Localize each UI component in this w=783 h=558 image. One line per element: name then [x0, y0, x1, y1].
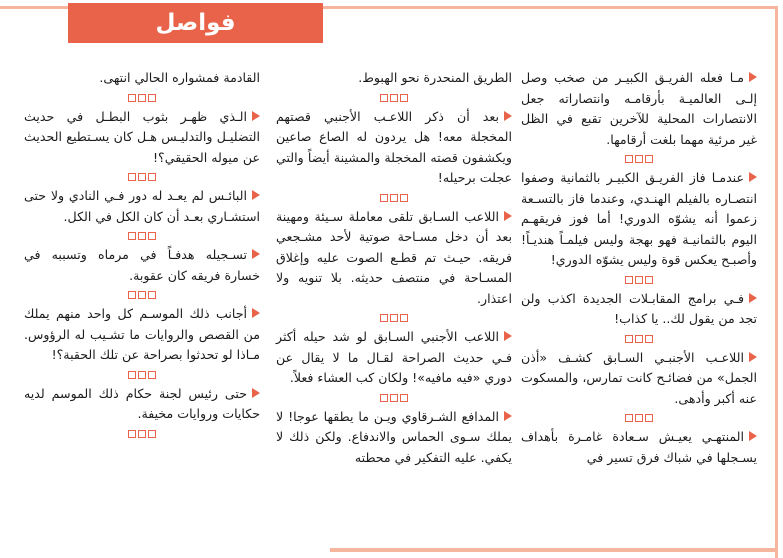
column-1 [521, 68, 757, 468]
paragraph: فـي برامج المقابـلات الجديدة اكذب ولن تجد من يقول لك.. يا كذاب! [521, 290, 757, 326]
paragraph: اللاعـب الأجنبـي السـابق كشـف «أذن الجمل» من فضائـح كانت تمارس، والمسكوت عنه أكبر وأدهى. [521, 349, 757, 406]
triangle-bullet-icon [252, 111, 260, 121]
separator-squares-icon [276, 389, 512, 407]
separator-squares-icon [276, 89, 512, 107]
triangle-bullet-icon [749, 352, 757, 362]
triangle-bullet-icon [749, 72, 757, 82]
paragraph: اللاعب الأجنبي السـابق لو شد حيله أكثر فـي حديث الصراحة لقـال ما لا يقال عن دوري «فيه مافيه»! ولكان كب العشاء فعلاً. [276, 329, 512, 385]
paragraph: الـذي ظهـر بثوب البطـل في حديث التضليـل والتدليـس هـل كان يسـتطيع الحديث عن ميوله الحقيقي؟! [24, 108, 260, 165]
paragraph: تسـجيله هدفـاً في مرماه وتسببه في خسارة فريقه كان عقوبة. [24, 247, 260, 283]
separator-squares-icon [276, 189, 512, 207]
triangle-bullet-icon [252, 388, 260, 398]
separator-squares-icon [24, 227, 260, 245]
separator-squares-icon [24, 425, 260, 443]
triangle-bullet-icon [749, 172, 757, 182]
paragraph: المنتهـي يعيـش سـعادة غامـرة بأهداف يسـجلها في شباك فرق تسير في [521, 429, 757, 465]
paragraph: بعد أن ذكر اللاعـب الأجنبي قصتهم المخجلة معه! هل يردون له الصاع صاعين ويكشفون قصته المخجلة والمشينة أيضاً والتي عجلت برحيله! [276, 108, 512, 185]
separator-squares-icon [521, 330, 757, 348]
triangle-bullet-icon [252, 308, 260, 318]
paragraph: المدافع الشـرقاوي ويـن ما يطقها عوجا! لا يملك سـوى الحماس والاندفاع. ولكن ذلك لا يكفي. عليه التفكير في محطته [276, 408, 512, 465]
triangle-bullet-icon [504, 111, 512, 121]
paragraph: مـا فعله الفريـق الكبيـر من صخب وصل إلـى العالميـة بأرقامـه وانتصاراته جعل الانتصارات المحلية للآخرين تقبع في الظل غير مرئية مهما بلغت أرقامها. [521, 70, 757, 147]
separator-squares-icon [24, 366, 260, 384]
triangle-bullet-icon [749, 293, 757, 303]
paragraph: البائـس لم يعـد له دور فـي النادي ولا حتى استشـاري بعـد أن كان الكل في الكل. [24, 188, 260, 224]
page-border-bottom [330, 548, 778, 552]
separator-squares-icon [276, 309, 512, 327]
column-2 [276, 68, 512, 468]
paragraph: أجانب ذلك الموسـم كل واحد منهم يملك من القصص والروايات ما تشـيب له الرؤوس. مـاذا لو تحدثوا بصراحة عن تلك الحقبة؟! [24, 306, 260, 362]
column-3 [24, 68, 260, 443]
section-title: فواصل [155, 10, 236, 36]
separator-squares-icon [521, 150, 757, 168]
separator-squares-icon [24, 286, 260, 304]
triangle-bullet-icon [504, 211, 512, 221]
section-header [68, 3, 323, 43]
separator-squares-icon [521, 271, 757, 289]
paragraph: عندمـا فاز الفريـق الكبيـر بالثمانية وصفوا انتصـاره بالفيلم الهنـدي، وعندما فاز بالتسـعة زعموا أنه يشوّه الدوري! أما فوز فريقهـم اليوم بالثمانيـة فهو بهجة وليس فيلمـاً هنديـاً! وأصبـح يعكس قوة وليس يشوّه الدوري! [521, 170, 757, 267]
triangle-bullet-icon [749, 431, 757, 441]
triangle-bullet-icon [252, 249, 260, 259]
paragraph: الطريق المنحدرة نحو الهبوط. [358, 70, 512, 85]
triangle-bullet-icon [252, 190, 260, 200]
separator-squares-icon [24, 168, 260, 186]
paragraph: حتى رئيس لجنة حكام ذلك الموسم لديه حكايات وروايات مخيفة. [24, 385, 260, 421]
paragraph: اللاعب السـابق تلقى معاملة سـيئة ومهينة بعد أن دخل مسـاحة صوتية لأحد مشـجعي فريقه. حيـث تم قطـع الصوت عليه وإغلاق المسـاحة في منتصف حديثه. بلا تنويه ولا اعتذار. [276, 208, 512, 306]
separator-squares-icon [24, 89, 260, 107]
paragraph: القادمة فمشواره الحالي انتهى. [99, 70, 260, 85]
triangle-bullet-icon [504, 411, 512, 421]
triangle-bullet-icon [504, 331, 512, 341]
page-border-right [775, 6, 778, 558]
separator-squares-icon [521, 409, 757, 427]
